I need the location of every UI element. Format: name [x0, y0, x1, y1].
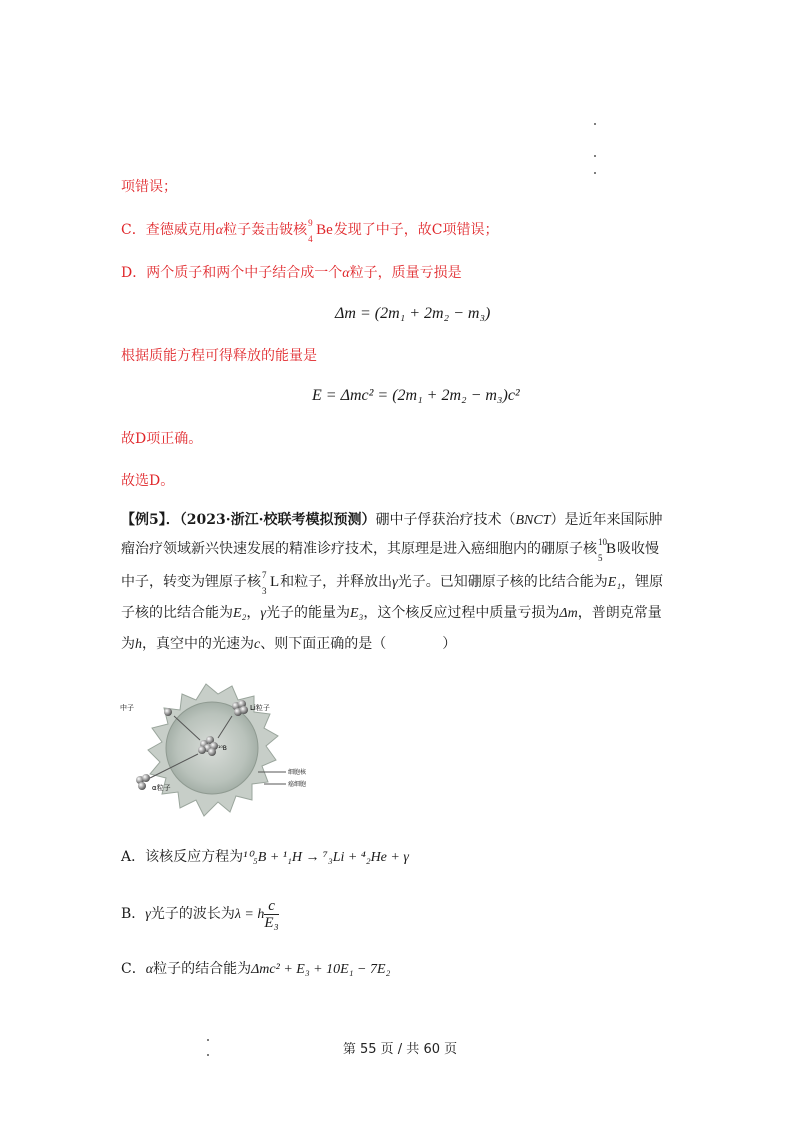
option-a: A．该核反应方程为¹⁰₅B + ¹₁H → ⁷₃Li + ⁴₂He + γ — [121, 849, 409, 865]
example5-line1: 【例5】．（2023·浙江·校联考模拟预测）硼中子俘获治疗技术（BNCT）是近年来国际肿 — [121, 512, 663, 528]
energy-intro: 根据质能方程可得释放的能量是 — [121, 348, 317, 364]
label-boron: ¹⁰B — [218, 745, 227, 752]
label-cancer-cell: 癌细胞 — [288, 781, 307, 788]
wavelength-fraction: $\frac{c}{\text{E₃}}$ — [264, 897, 279, 931]
answer: 故选D。 — [121, 473, 175, 489]
nuclide-b: 10 5 B — [598, 537, 617, 563]
option-b: B．γ光子的波长为λ = h $\frac{c}{\text{E₃}}$ — [121, 897, 279, 931]
equation-energy: E = Δmc² = (2m₁ + 2m₂ − m₃)c² — [312, 387, 520, 404]
cell-diagram — [118, 682, 314, 822]
label-alpha: α粒子 — [152, 784, 171, 792]
option-c: C．α粒子的结合能为Δmc² + E₃ + 10E₁ − 7E₂ — [121, 961, 391, 977]
label-li: Li粒子 — [250, 704, 270, 712]
example5-line3: 中子，转变为锂原子核 7 3 L和粒子，并释放出γ光子。已知硼原子核的比结合能为E₁，锂原 — [121, 570, 664, 596]
d-correct: 故D项正确。 — [121, 431, 203, 447]
item-b-end: 项错误； — [121, 179, 177, 195]
example5-line2: 瘤治疗领域新兴快速发展的精准诊疗技术，其原理是进入癌细胞内的硼原子核 10 5 B吸收慢 — [121, 537, 660, 563]
dot-mark — [594, 172, 596, 174]
item-c: C．查德威克用α粒子轰击铍核 9 4 Be发现了中子，故C项错误； — [121, 218, 499, 244]
bnct-figure — [118, 682, 314, 822]
label-nucleus: 细胞核 — [288, 769, 307, 776]
nuclide-li: 7 3 L — [262, 570, 280, 596]
example5-line4: 子核的比结合能为E₂，γ光子的能量为E₃，这个核反应过程中质量亏损为Δm，普朗克常量 — [121, 605, 662, 621]
neutron-ball — [164, 708, 172, 716]
equation-mass-defect: Δm = (2m₁ + 2m₂ − m₃) — [335, 305, 491, 322]
dot-mark — [594, 123, 596, 125]
example5-line5: 为h，真空中的光速为c、则下面正确的是（ ） — [121, 636, 457, 652]
label-neutron: 中子 — [120, 704, 134, 712]
alpha-cluster — [136, 774, 150, 790]
page-footer: 第 55 页 / 共 60 页 — [342, 1042, 458, 1057]
item-d: D．两个质子和两个中子结合成一个α粒子，质量亏损是 — [121, 265, 462, 281]
nuclide-be: 9 4 Be — [308, 218, 333, 244]
dot-mark — [594, 155, 596, 157]
